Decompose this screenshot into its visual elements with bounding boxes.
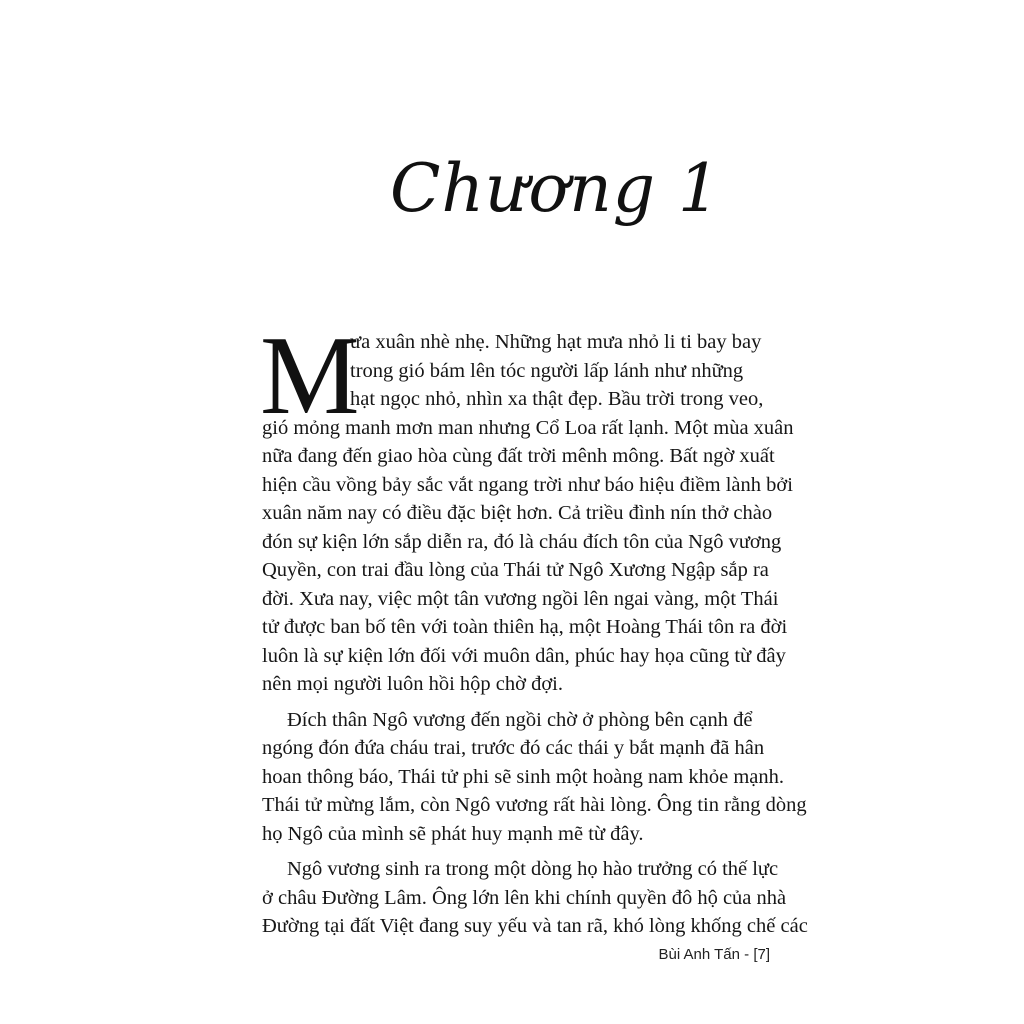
text-line: Ngô vương sinh ra trong một dòng họ hào trưởng có thế lực [287,858,779,880]
text-line: Đích thân Ngô vương đến ngồi chờ ở phòng bên cạnh để [287,708,753,731]
text-line: đón sự kiện lớn sắp diễn ra, đó là cháu đích tôn của Ngô vương [262,530,782,553]
text-line: Đường tại đất Việt đang suy yếu và tan rã, khó lòng khống chế các [262,915,808,937]
chapter-title: Chương 1 [390,150,721,227]
paragraph-2 [262,706,807,849]
drop-cap: M [260,314,360,438]
text-line: tử được ban bố tên với toàn thiên hạ, một Hoàng Thái tôn ra đời [262,616,788,638]
text-line: hoan thông báo, Thái tử phi sẽ sinh một hoàng nam khỏe mạnh. [262,765,785,788]
text-line: gió mỏng manh mơn man nhưng Cổ Loa rất lạnh. Một mùa xuân [262,416,794,439]
text-line: ngóng đón đứa cháu trai, trước đó các thái y bắt mạnh đã hân [262,737,765,759]
text-line: ưa xuân nhè nhẹ. Những hạt mưa nhỏ li ti bay bay [350,331,762,353]
paragraph-3 [262,855,808,941]
body-text [260,314,808,941]
text-line: nữa đang đến giao hòa cùng đất trời mênh mông. Bất ngờ xuất [262,445,775,467]
text-line: họ Ngô của mình sẽ phát huy mạnh mẽ từ đây. [262,822,644,845]
text-line: trong gió bám lên tóc người lấp lánh như những [350,359,744,382]
text-line: luôn là sự kiện lớn đối với muôn dân, phúc hay họa cũng từ đây [262,644,786,667]
text-line: Quyền, con trai đầu lòng của Thái tử Ngô Xương Ngập sắp ra [262,559,769,581]
text-line: xuân năm nay có điều đặc biệt hơn. Cả triều đình nín thở chào [262,502,773,524]
page-footer: Bùi Anh Tấn - [7] [658,946,770,963]
text-line: ở châu Đường Lâm. Ông lớn lên khi chính quyền đô hộ của nhà [262,886,787,909]
text-line: đời. Xưa nay, việc một tân vương ngồi lên ngai vàng, một Thái [262,587,779,610]
text-line: hạt ngọc nhỏ, nhìn xa thật đẹp. Bầu trời trong veo, [350,388,764,410]
paragraph-1 [260,314,794,699]
text-line: nên mọi người luôn hồi hộp chờ đợi. [262,673,564,695]
text-line: Thái tử mừng lắm, còn Ngô vương rất hài lòng. Ông tin rằng dòng [262,794,807,816]
text-line: hiện cầu vồng bảy sắc vắt ngang trời như báo hiệu điềm lành bởi [262,473,793,496]
